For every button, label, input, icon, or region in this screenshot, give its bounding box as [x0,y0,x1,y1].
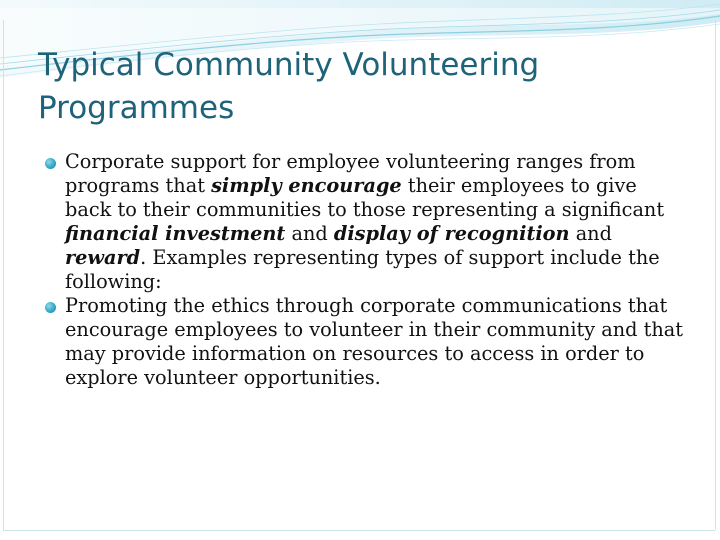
bullet-text: Corporate support for employee volunteering ranges from programs that simply encourage their employees to give back to their communities to those representing a significant financial investment and display of recognition and reward. Examples representing types of support include the following: [65,150,665,293]
bullet-item [44,150,684,294]
emphasis-text: display of recognition [333,222,570,245]
frame-bottom-border [3,530,715,531]
frame-right-border [715,20,716,530]
emphasis-text: reward [65,246,141,269]
emphasis-text: financial investment [65,222,286,245]
slide-title: Typical Community Volunteering Programmes [38,47,540,126]
bullet-text: Promoting the ethics through corporate communications that encourage employees to volunteer in their community and that may provide information on resources to access in order to explore volunteer opportunities. [65,294,684,389]
emphasis-text: simply encourage [211,174,402,197]
bullet-dot-icon [45,158,56,169]
bullet-list [44,150,684,390]
bullet-dot-icon [45,302,56,313]
bullet-item [44,294,684,390]
frame-left-border [3,20,4,530]
